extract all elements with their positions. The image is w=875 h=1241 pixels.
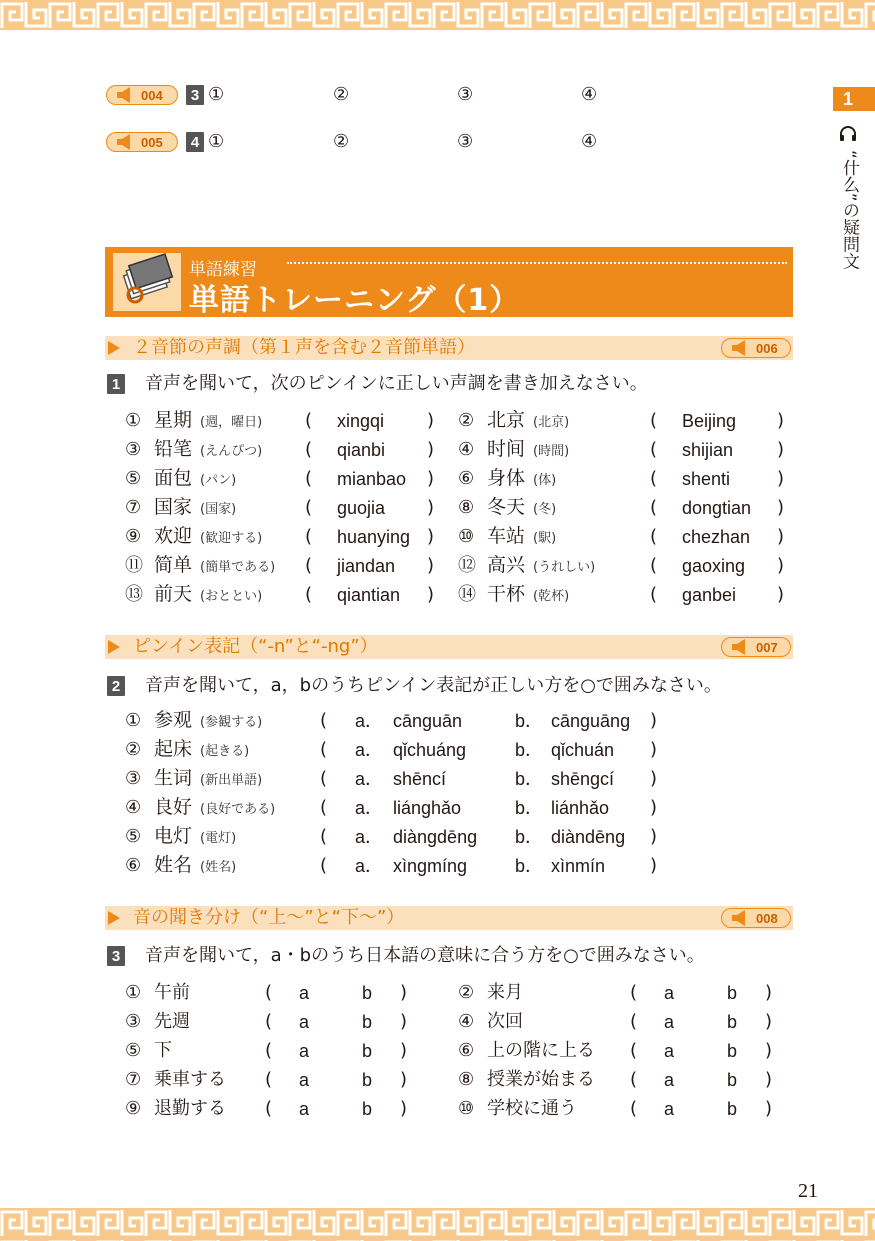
section-2-header (105, 635, 793, 659)
question-number-badge: 3 (186, 85, 204, 105)
option-3[interactable]: ③ (457, 84, 474, 105)
question-instruction: 音声を聞いて，次のピンインに正しい声調を書き加えなさい。 (145, 373, 648, 394)
close-paren: ) (400, 1040, 408, 1061)
close-paren: ) (765, 982, 773, 1003)
close-paren: ) (777, 584, 785, 605)
close-paren: ) (777, 526, 785, 547)
word-gloss: (起きる) (200, 744, 250, 759)
word-gloss: (新出単語) (200, 773, 263, 788)
triangle-icon (108, 640, 120, 654)
hanzi-word: 电灯 (154, 825, 193, 847)
japanese-meaning: 来月 (487, 982, 523, 1003)
hanzi-word: 良好 (154, 796, 193, 818)
open-paren: ( (305, 526, 313, 547)
choice-a-label[interactable]: a． (355, 856, 384, 876)
hanzi-word: 身体 (487, 467, 526, 489)
choice-a-label[interactable]: a． (355, 740, 384, 760)
choice-b[interactable]: b (362, 1012, 373, 1032)
choice-b-label[interactable]: b． (515, 798, 544, 818)
hanzi-word: 生词 (154, 767, 193, 789)
choice-b[interactable]: b (727, 1099, 738, 1119)
choice-a[interactable]: a (664, 1070, 675, 1090)
open-paren: ( (305, 439, 313, 460)
question-number-badge: 3 (107, 946, 125, 966)
close-paren: ) (650, 768, 658, 789)
page-number: 21 (798, 1180, 818, 1202)
word-gloss: (冬) (533, 502, 557, 517)
japanese-meaning: 授業が始まる (487, 1069, 595, 1090)
japanese-meaning: 先週 (154, 1011, 190, 1032)
item-number: ⑬ (125, 584, 143, 605)
hanzi-word: 北京 (487, 409, 526, 431)
open-paren: ( (650, 526, 658, 547)
word-gloss: (体) (533, 473, 557, 488)
choice-a-pinyin[interactable]: xìngmíng (393, 856, 468, 876)
choice-a-pinyin[interactable]: shēncí (393, 769, 447, 789)
choice-a-label[interactable]: a． (355, 769, 384, 789)
open-paren: ( (320, 739, 328, 760)
word-gloss: (おととい) (200, 589, 263, 604)
banner-title: 単語トレーニング（1） (189, 283, 521, 318)
audio-track-number: 008 (756, 910, 778, 926)
choice-b-pinyin[interactable]: cānguāng (551, 711, 631, 731)
word-gloss: (駅) (533, 531, 557, 546)
choice-a-pinyin[interactable]: cānguān (393, 711, 463, 731)
close-paren: ) (427, 555, 435, 576)
close-paren: ) (427, 584, 435, 605)
speaker-icon (115, 134, 137, 150)
flashcards-icon (113, 253, 181, 311)
item-number: ⑫ (458, 555, 476, 576)
speaker-icon (115, 87, 137, 103)
hanzi-word: 铅笔 (154, 438, 193, 460)
close-paren: ) (765, 1040, 773, 1061)
audio-track-button[interactable] (106, 85, 178, 105)
item-number: ④ (125, 797, 142, 818)
audio-track-number: 007 (756, 639, 778, 655)
hanzi-word: 国家 (154, 496, 193, 518)
item-number: ② (125, 739, 142, 760)
choice-b[interactable]: b (362, 1070, 373, 1090)
hanzi-word: 姓名 (154, 854, 193, 876)
close-paren: ) (765, 1069, 773, 1090)
question-number-badge: 2 (107, 676, 125, 696)
section-1-title: ２音節の声調（第１声を含む２音節単語） (133, 337, 475, 358)
open-paren: ( (630, 1069, 638, 1090)
open-paren: ( (320, 768, 328, 789)
pinyin-answer-field[interactable]: Beijing (682, 411, 737, 431)
choice-a[interactable]: a (299, 1099, 310, 1119)
close-paren: ) (650, 826, 658, 847)
close-paren: ) (777, 410, 785, 431)
triangle-icon (108, 911, 120, 925)
choice-a[interactable]: a (299, 1012, 310, 1032)
hanzi-word: 车站 (487, 525, 526, 547)
close-paren: ) (777, 468, 785, 489)
open-paren: ( (650, 497, 658, 518)
option-2[interactable]: ② (333, 84, 350, 105)
chapter-title: “什么”の疑問文 (839, 150, 859, 270)
close-paren: ) (400, 1098, 408, 1119)
word-gloss: (パン) (200, 473, 237, 488)
pinyin-answer-field[interactable]: qianbi (337, 440, 386, 460)
pinyin-answer-field[interactable]: gaoxing (682, 556, 746, 576)
hanzi-word: 前天 (154, 583, 193, 605)
item-number: ⑭ (458, 584, 476, 605)
word-gloss: (時間) (533, 444, 570, 459)
japanese-meaning: 上の階に上る (487, 1040, 595, 1061)
item-number: ④ (458, 439, 475, 460)
question-number-badge: 4 (186, 132, 204, 152)
choice-b-label[interactable]: b． (515, 740, 544, 760)
item-number: ⑥ (125, 855, 142, 876)
banner-dotted-rule (287, 262, 787, 264)
choice-a-label[interactable]: a． (355, 711, 384, 731)
open-paren: ( (630, 1011, 638, 1032)
open-paren: ( (630, 1098, 638, 1119)
item-number: ① (125, 410, 142, 431)
close-paren: ) (777, 439, 785, 460)
option-3[interactable]: ③ (457, 131, 474, 152)
choice-b[interactable]: b (362, 1099, 373, 1119)
top-fret-border (0, 0, 875, 30)
open-paren: ( (320, 855, 328, 876)
japanese-meaning: 学校に通う (487, 1098, 577, 1119)
close-paren: ) (400, 982, 408, 1003)
item-number: ② (458, 982, 475, 1003)
choice-a[interactable]: a (299, 1041, 310, 1061)
audio-track-number: 006 (756, 340, 778, 356)
choice-b-label[interactable]: b． (515, 769, 544, 789)
open-paren: ( (650, 584, 658, 605)
question-number-badge: 1 (107, 374, 125, 394)
option-1[interactable]: ① (208, 84, 225, 105)
choice-a[interactable]: a (664, 1041, 675, 1061)
open-paren: ( (305, 555, 313, 576)
open-paren: ( (265, 982, 273, 1003)
open-paren: ( (630, 982, 638, 1003)
section-banner (105, 247, 793, 317)
close-paren: ) (650, 797, 658, 818)
pinyin-answer-field[interactable]: jiandan (337, 556, 396, 576)
pinyin-answer-field[interactable]: xingqi (337, 411, 385, 431)
item-number: ⑩ (458, 1098, 475, 1119)
item-number: ③ (125, 1011, 142, 1032)
open-paren: ( (320, 710, 328, 731)
speaker-icon (730, 340, 752, 356)
choice-b-pinyin[interactable]: xìnmín (551, 856, 606, 876)
banner-subtitle: 単語練習 (189, 260, 257, 280)
japanese-meaning: 次回 (487, 1011, 523, 1032)
hanzi-word: 冬天 (487, 496, 526, 518)
triangle-icon (108, 341, 120, 355)
bottom-fret-border (0, 1208, 875, 1241)
choice-a[interactable]: a (664, 983, 675, 1003)
option-4[interactable]: ④ (581, 84, 598, 105)
choice-b[interactable]: b (362, 983, 373, 1003)
question-instruction: 音声を聞いて，a，bのうちピンイン表記が正しい方を○で囲みなさい。 (145, 675, 722, 696)
item-number: ⑧ (458, 1069, 475, 1090)
close-paren: ) (765, 1011, 773, 1032)
item-number: ④ (458, 1011, 475, 1032)
choice-a-label[interactable]: a． (355, 827, 384, 847)
word-gloss: (歓迎する) (200, 531, 263, 546)
close-paren: ) (427, 497, 435, 518)
open-paren: ( (305, 468, 313, 489)
audio-track-button[interactable] (106, 132, 178, 152)
open-paren: ( (630, 1040, 638, 1061)
close-paren: ) (777, 555, 785, 576)
item-number: ⑦ (125, 497, 142, 518)
word-gloss: (電灯) (200, 831, 237, 846)
choice-a-pinyin[interactable]: qǐchuáng (393, 740, 467, 760)
open-paren: ( (305, 497, 313, 518)
question-instruction: 音声を聞いて，a・bのうち日本語の意味に合う方を○で囲みなさい。 (145, 945, 705, 966)
item-number: ① (125, 982, 142, 1003)
choice-b[interactable]: b (727, 1041, 738, 1061)
close-paren: ) (427, 526, 435, 547)
close-paren: ) (650, 739, 658, 760)
open-paren: ( (320, 826, 328, 847)
section-2-title: ピンイン表記（“-n”と“-ng”） (133, 636, 378, 657)
audio-track-button[interactable] (721, 338, 791, 358)
item-number: ② (458, 410, 475, 431)
close-paren: ) (427, 468, 435, 489)
item-number: ⑤ (125, 468, 142, 489)
open-paren: ( (305, 584, 313, 605)
open-paren: ( (265, 1040, 273, 1061)
hanzi-word: 面包 (154, 467, 193, 489)
headphone-icon (838, 124, 858, 144)
open-paren: ( (265, 1011, 273, 1032)
choice-a[interactable]: a (664, 1012, 675, 1032)
close-paren: ) (765, 1098, 773, 1119)
item-number: ⑨ (125, 526, 142, 547)
choice-b[interactable]: b (727, 1012, 738, 1032)
choice-b[interactable]: b (362, 1041, 373, 1061)
japanese-meaning: 退勤する (154, 1098, 226, 1119)
word-gloss: (えんぴつ) (200, 444, 263, 459)
pinyin-answer-field[interactable]: guojia (337, 498, 386, 518)
hanzi-word: 起床 (154, 738, 193, 760)
choice-b-label[interactable]: b． (515, 856, 544, 876)
choice-a-pinyin[interactable]: diàngdēng (393, 827, 478, 847)
item-number: ① (125, 710, 142, 731)
choice-b-label[interactable]: b． (515, 827, 544, 847)
choice-b-pinyin[interactable]: diàndēng (551, 827, 626, 847)
audio-track-number: 005 (141, 134, 163, 150)
audio-track-number: 004 (141, 87, 163, 103)
choice-a[interactable]: a (299, 1070, 310, 1090)
item-number: ⑨ (125, 1098, 142, 1119)
japanese-meaning: 乗車する (154, 1069, 226, 1090)
choice-a-pinyin[interactable]: liánghǎo (393, 798, 462, 818)
japanese-meaning: 下 (154, 1040, 172, 1061)
section-1-header (105, 336, 793, 360)
hanzi-word: 时间 (487, 438, 526, 460)
close-paren: ) (650, 710, 658, 731)
speaker-icon (730, 639, 752, 655)
audio-track-button[interactable] (721, 908, 791, 928)
close-paren: ) (400, 1011, 408, 1032)
word-gloss: (乾杯) (533, 589, 570, 604)
option-4[interactable]: ④ (581, 131, 598, 152)
close-paren: ) (777, 497, 785, 518)
item-number: ⑪ (125, 555, 143, 576)
word-gloss: (北京) (533, 415, 570, 430)
hanzi-word: 简单 (154, 554, 193, 576)
choice-b-pinyin[interactable]: shēngcí (551, 769, 615, 789)
pinyin-answer-field[interactable]: dongtian (682, 498, 752, 518)
choice-b-pinyin[interactable]: liánhǎo (551, 798, 610, 818)
chapter-tab: 1 (833, 87, 875, 111)
pinyin-answer-field[interactable]: huanying (337, 527, 411, 547)
item-number: ⑤ (125, 826, 142, 847)
open-paren: ( (305, 410, 313, 431)
choice-a-label[interactable]: a． (355, 798, 384, 818)
item-number: ⑦ (125, 1069, 142, 1090)
close-paren: ) (427, 410, 435, 431)
pinyin-answer-field[interactable]: qiantian (337, 585, 401, 605)
pinyin-answer-field[interactable]: chezhan (682, 527, 751, 547)
close-paren: ) (427, 439, 435, 460)
word-gloss: (週，曜日) (200, 415, 263, 430)
item-number: ⑥ (458, 468, 475, 489)
option-1[interactable]: ① (208, 131, 225, 152)
hanzi-word: 欢迎 (154, 525, 193, 547)
section-3-header (105, 906, 793, 930)
pinyin-answer-field[interactable]: mianbao (337, 469, 407, 489)
choice-b[interactable]: b (727, 983, 738, 1003)
hanzi-word: 参观 (154, 709, 193, 731)
word-gloss: (良好である) (200, 802, 276, 817)
hanzi-word: 高兴 (487, 554, 526, 576)
choice-b-label[interactable]: b． (515, 711, 544, 731)
close-paren: ) (650, 855, 658, 876)
hanzi-word: 干杯 (487, 583, 526, 605)
item-number: ⑩ (458, 526, 475, 547)
item-number: ⑤ (125, 1040, 142, 1061)
choice-a[interactable]: a (299, 983, 310, 1003)
open-paren: ( (265, 1069, 273, 1090)
open-paren: ( (650, 410, 658, 431)
word-gloss: (簡単である) (200, 560, 276, 575)
item-number: ③ (125, 439, 142, 460)
hanzi-word: 星期 (154, 409, 193, 431)
item-number: ⑧ (458, 497, 475, 518)
word-gloss: (参観する) (200, 715, 263, 730)
pinyin-answer-field[interactable]: shenti (682, 469, 731, 489)
open-paren: ( (265, 1098, 273, 1119)
speaker-icon (730, 910, 752, 926)
choice-b-pinyin[interactable]: qǐchuán (551, 740, 615, 760)
item-number: ③ (125, 768, 142, 789)
pinyin-answer-field[interactable]: ganbei (682, 585, 737, 605)
item-number: ⑥ (458, 1040, 475, 1061)
open-paren: ( (650, 439, 658, 460)
word-gloss: (うれしい) (533, 560, 596, 575)
audio-track-button[interactable] (721, 637, 791, 657)
pinyin-answer-field[interactable]: shijian (682, 440, 734, 460)
choice-b[interactable]: b (727, 1070, 738, 1090)
open-paren: ( (320, 797, 328, 818)
section-3-title: 音の聞き分け（“上～”と“下～”） (133, 907, 405, 928)
word-gloss: (姓名) (200, 860, 237, 875)
option-2[interactable]: ② (333, 131, 350, 152)
choice-a[interactable]: a (664, 1099, 675, 1119)
close-paren: ) (400, 1069, 408, 1090)
open-paren: ( (650, 555, 658, 576)
open-paren: ( (650, 468, 658, 489)
word-gloss: (国家) (200, 502, 237, 517)
japanese-meaning: 午前 (154, 982, 190, 1003)
